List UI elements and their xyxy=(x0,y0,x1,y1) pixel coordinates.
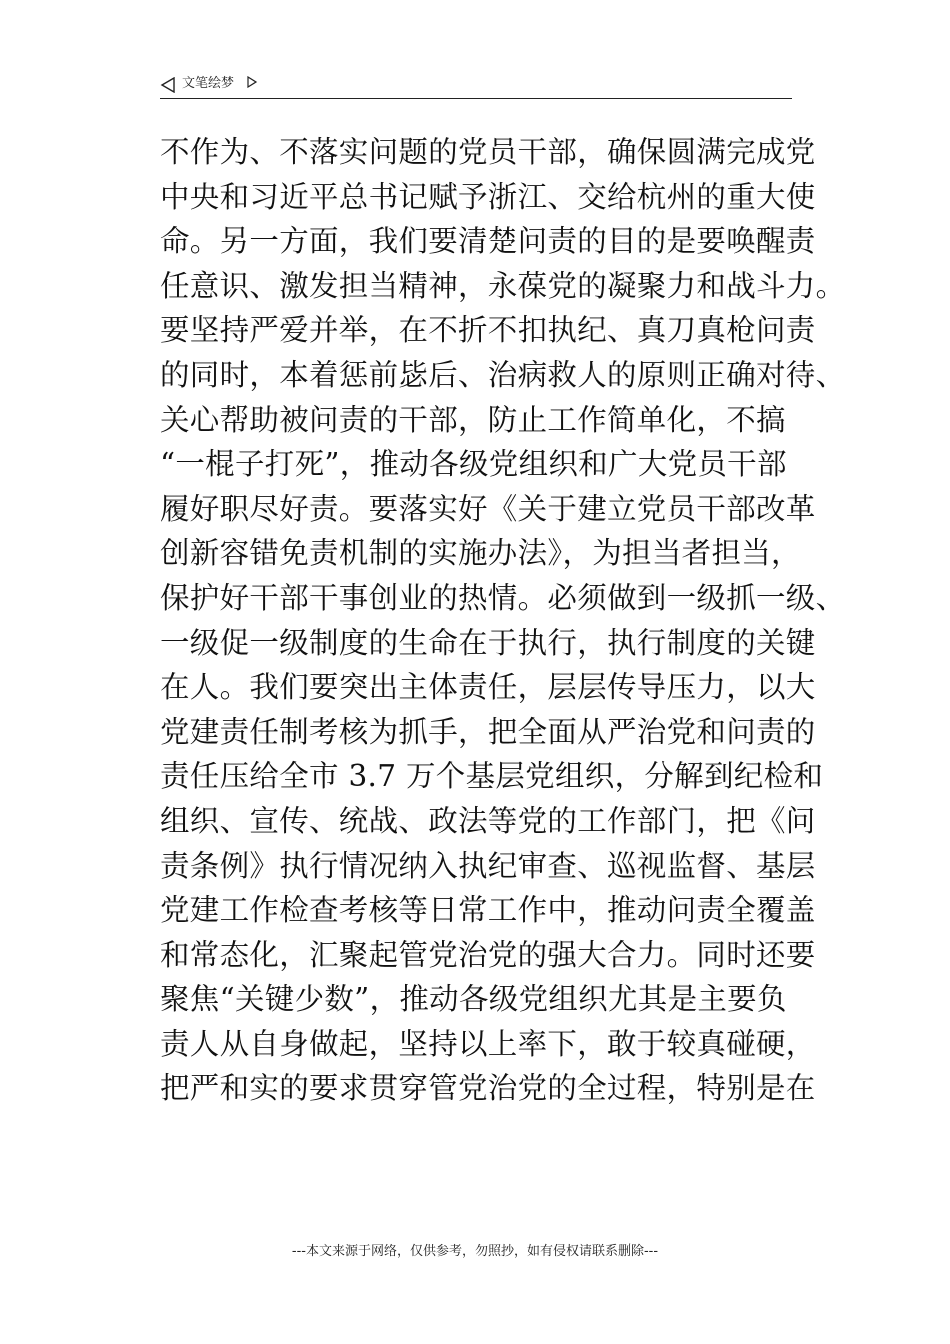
text-line: 履好职尽好责。要落实好《关于建立党员干部改革 xyxy=(160,491,816,526)
text-line: 关心帮助被问责的干部，防止工作简单化，不搞 xyxy=(160,402,786,437)
document-body xyxy=(160,130,846,1111)
triangle-right-icon xyxy=(246,76,258,88)
text-line: 不作为、不落实问题的党员干部，确保圆满完成党 xyxy=(160,135,816,169)
text-line: 责任压给全市 3.7 万个基层党组织，分解到纪检和 xyxy=(160,759,824,794)
text-line: 责人从自身做起，坚持以上率下，敢于较真碰硬， xyxy=(160,1026,816,1061)
text-line: 任意识、激发担当精神，永葆党的凝聚力和战斗力。 xyxy=(160,268,846,303)
text-line: “一棍子打死”，推动各级党组织和广大党员干部 xyxy=(160,447,787,482)
text-line: 保护好干部干事创业的热情。必须做到一级抓一级、 xyxy=(160,580,846,615)
text-line: 把严和实的要求贯穿管党治党的全过程，特别是在 xyxy=(160,1071,816,1106)
text-line: 中央和习近平总书记赋予浙江、交给杭州的重大使 xyxy=(160,179,816,214)
text-line: 的同时，本着惩前毖后、治病救人的原则正确对待、 xyxy=(160,357,846,392)
text-line: 和常态化，汇聚起管党治党的强大合力。同时还要 xyxy=(160,937,816,972)
triangle-left-icon xyxy=(160,77,176,93)
page-header xyxy=(160,72,792,99)
header-title: 文笔绘梦 xyxy=(182,76,235,91)
text-line: 党建工作检查考核等日常工作中，推动问责全覆盖 xyxy=(160,893,816,928)
text-line: 命。另一方面，我们要清楚问责的目的是要唤醒责 xyxy=(160,224,816,259)
text-line: 组织、宣传、统战、政法等党的工作部门，把《问 xyxy=(160,803,816,838)
text-line: 在人。我们要突出主体责任，层层传导压力，以大 xyxy=(160,670,816,705)
text-line: 一级促一级制度的生命在于执行，执行制度的关键 xyxy=(160,625,816,660)
text-line: 责条例》执行情况纳入执纪审查、巡视监督、基层 xyxy=(160,848,816,883)
text-line: 党建责任制考核为抓手，把全面从严治党和问责的 xyxy=(160,714,816,749)
page-footer: ---本文来源于网络，仅供参考，勿照抄，如有侵权请联系删除--- xyxy=(291,1244,659,1259)
text-line: 聚焦“关键少数”，推动各级党组织尤其是主要负 xyxy=(160,982,787,1017)
text-line: 创新容错免责机制的实施办法》，为担当者担当， xyxy=(160,536,801,571)
text-line: 要坚持严爱并举，在不折不扣执纪、真刀真枪问责 xyxy=(160,313,816,348)
